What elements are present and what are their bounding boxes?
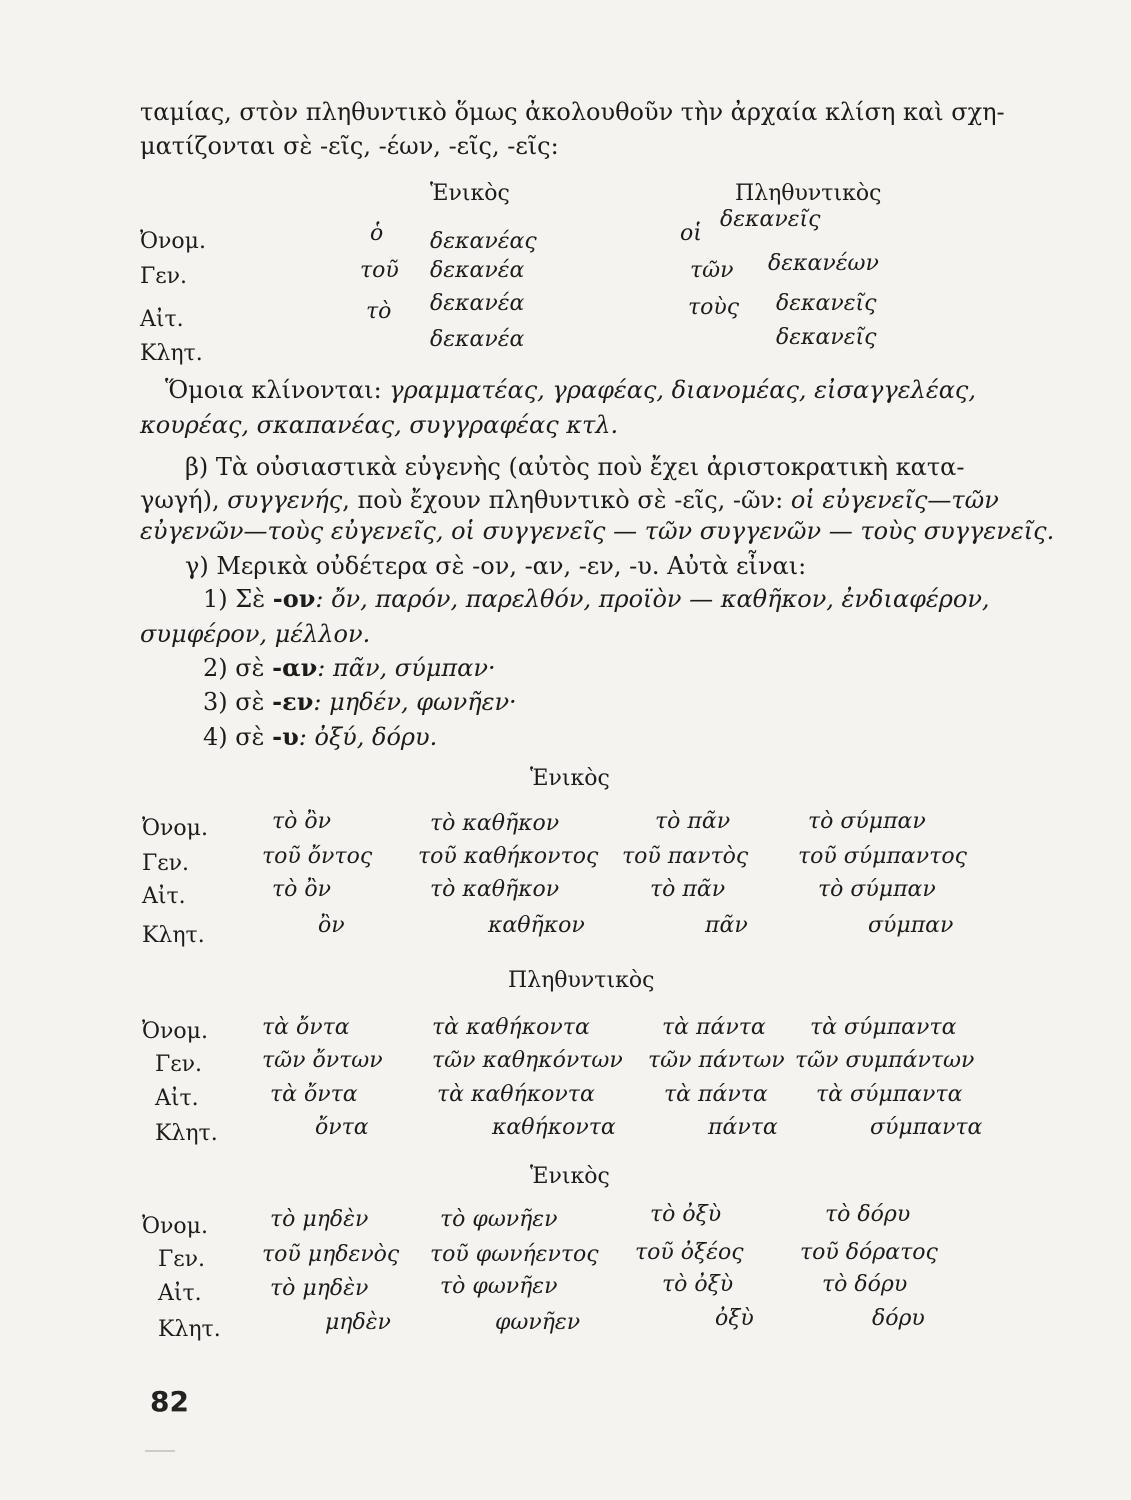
item-words: : ὄν, παρόν, παρελθόν, προϊὸν — καθῆκον, ἐνδιαφέρον, <box>315 585 990 613</box>
col2-form: τὸ καθῆκον <box>430 811 560 836</box>
col1-form: τὸ ὂν <box>272 809 332 834</box>
col4-form: σύμπαντα <box>870 1115 983 1140</box>
col1-form: μηδὲν <box>325 1310 391 1335</box>
gamma-item-1-cont: συμφέρον, μέλλον. <box>140 620 371 648</box>
col1-form: ὂν <box>318 913 345 938</box>
case-label: Ὀνομ. <box>140 229 206 254</box>
col2-form: καθήκοντα <box>492 1115 616 1140</box>
col3-form: πᾶν <box>705 913 748 938</box>
case-label: Κλητ. <box>158 1317 221 1342</box>
form-singular: δεκανέα <box>430 327 525 352</box>
col2-form: καθῆκον <box>488 913 585 938</box>
col3-form: τὸ πᾶν <box>650 877 726 902</box>
form-singular: δεκανέα <box>430 258 525 283</box>
col2-form: τοῦ καθήκοντος <box>418 844 599 869</box>
table1-head-plural: Πληθυντικὸς <box>735 181 882 206</box>
form-singular: δεκανέας <box>430 229 537 254</box>
gamma-item-3 <box>203 687 517 717</box>
col4-form: τῶν συμπάντων <box>795 1048 975 1073</box>
case-label: Κλητ. <box>155 1121 218 1146</box>
col2-form: τὸ φωνῆεν <box>440 1207 558 1232</box>
case-label: Ὀνομ. <box>142 1019 208 1044</box>
item-num: 1) Σὲ <box>203 585 266 613</box>
col3-form: τὰ πάντα <box>664 1082 768 1107</box>
similar-line-1 <box>165 375 976 405</box>
col3-form: τοῦ παντὸς <box>622 844 749 869</box>
col4-form: τὰ σύμπαντα <box>816 1082 963 1107</box>
gamma-line: γ) Μερικὰ οὐδέτερα σὲ -ον, -αν, -εν, -υ. Αὐτὰ εἶναι: <box>185 552 807 580</box>
article-plural: τῶν <box>690 258 734 283</box>
gamma-item-1 <box>203 584 990 614</box>
beta-text-a: γωγή), <box>140 486 228 514</box>
col2-form: τὸ φωνῆεν <box>440 1274 558 1299</box>
col3-form: πάντα <box>708 1115 778 1140</box>
beta-line-2 <box>140 485 999 515</box>
form-plural: δεκανεῖς <box>720 207 821 232</box>
article-singular: τοῦ <box>360 258 399 283</box>
scan-mark <box>145 1450 175 1452</box>
col2-form: τὰ καθήκοντα <box>432 1015 590 1040</box>
col3-form: τὸ ὀξὺ <box>650 1202 722 1227</box>
item-ending: -ον <box>272 584 316 613</box>
case-label: Γεν. <box>158 1247 206 1272</box>
col2-form: τὰ καθήκοντα <box>437 1082 595 1107</box>
beta-line-3: εὐγενῶν—τοὺς εὐγενεῖς, οἱ συγγενεῖς — τῶν συγγενῶν — τοὺς συγγενεῖς. <box>140 517 1055 545</box>
item-words: : μηδέν, φωνῆεν· <box>313 688 517 716</box>
similar-line-2: κουρέας, σκαπανέας, συγγραφέας κτλ. <box>140 411 619 439</box>
col3-form: ὀξὺ <box>715 1306 754 1331</box>
case-label: Γεν. <box>140 264 188 289</box>
col4-form: τὸ δόρυ <box>822 1272 908 1297</box>
item-num: 3) σὲ <box>203 688 265 716</box>
col1-form: τῶν ὄντων <box>262 1048 383 1073</box>
case-label: Ὀνομ. <box>142 1214 208 1239</box>
col2-form: τοῦ φωνήεντος <box>430 1242 599 1267</box>
item-ending: -εν <box>272 687 314 716</box>
gamma-item-4 <box>203 722 437 752</box>
col4-form: τὸ δόρυ <box>825 1202 911 1227</box>
col4-form: τὸ σύμπαν <box>808 809 926 834</box>
col4-form: τοῦ δόρατος <box>800 1240 938 1265</box>
article-singular: τὸ <box>366 299 392 324</box>
item-ending: -υ <box>272 722 299 751</box>
col1-form: τὰ ὄντα <box>270 1082 358 1107</box>
beta-text-c: , ποὺ ἔχουν πληθυντικὸ σὲ -εῖς, -ῶν: <box>342 486 791 514</box>
col1-form: ὄντα <box>315 1115 369 1140</box>
col3-form: τῶν πάντων <box>648 1048 785 1073</box>
page-number: 82 <box>150 1385 189 1418</box>
case-label: Κλητ. <box>140 341 203 366</box>
table1-head-singular: Ἑνικὸς <box>430 181 510 206</box>
col4-form: τοῦ σύμπαντος <box>798 844 967 869</box>
article-plural: τοὺς <box>688 295 740 320</box>
case-label: Γεν. <box>142 851 190 876</box>
table3-head-singular: Ἑνικὸς <box>530 1164 610 1189</box>
col3-form: τὸ πᾶν <box>655 809 731 834</box>
col1-form: τὸ ὂν <box>272 877 332 902</box>
col1-form: τοῦ ὄντος <box>262 844 373 869</box>
beta-text-d: οἱ εὐγενεῖς—τῶν <box>790 486 999 514</box>
form-plural: δεκανέων <box>768 251 879 276</box>
form-plural: δεκανεῖς <box>776 325 877 350</box>
col1-form: τὸ μηδὲν <box>270 1276 369 1301</box>
item-num: 2) σὲ <box>203 654 265 682</box>
item-num: 4) σὲ <box>203 723 265 751</box>
table2-head-singular: Ἑνικὸς <box>530 766 610 791</box>
case-label: Γεν. <box>155 1052 203 1077</box>
col2-form: φωνῆεν <box>495 1310 581 1335</box>
col2-form: τῶν καθηκόντων <box>432 1048 623 1073</box>
article-plural: οἱ <box>680 221 702 246</box>
col4-form: δόρυ <box>872 1306 925 1331</box>
form-singular: δεκανέα <box>430 291 525 316</box>
table2-head-plural: Πληθυντικὸς <box>508 968 655 993</box>
beta-text-b: συγγενής <box>227 486 343 514</box>
intro-line-1: ταμίας, στὸν πληθυντικὸ ὅμως ἀκολουθοῦν τὴν ἀρχαία κλίση καὶ σχη- <box>140 98 1005 126</box>
col1-form: τοῦ μηδενὸς <box>262 1242 400 1267</box>
article-singular: ὁ <box>370 221 384 246</box>
col1-form: τὸ μηδὲν <box>270 1207 369 1232</box>
col1-form: τὰ ὄντα <box>262 1015 350 1040</box>
intro-line-2: ματίζονται σὲ -εῖς, -έων, -εῖς, -εῖς: <box>140 132 559 160</box>
beta-line-1: β) Τὰ οὐσιαστικὰ εὐγενὴς (αὐτὸς ποὺ ἔχει ἀριστοκρατικὴ κατα- <box>185 453 965 481</box>
col2-form: τὸ καθῆκον <box>430 877 560 902</box>
col3-form: τοῦ ὀξέος <box>635 1240 744 1265</box>
col4-form: σύμπαν <box>868 913 954 938</box>
gamma-item-2 <box>203 653 496 683</box>
case-label: Αἰτ. <box>142 884 186 909</box>
similar-words: γραμματέας, γραφέας, διανομέας, εἰσαγγελέας, <box>389 376 976 404</box>
similar-lead: Ὅμοια κλίνονται: <box>165 376 382 404</box>
case-label: Αἰτ. <box>140 307 184 332</box>
form-plural: δεκανεῖς <box>776 291 877 316</box>
case-label: Κλητ. <box>142 923 205 948</box>
col3-form: τὸ ὀξὺ <box>662 1272 734 1297</box>
case-label: Αἰτ. <box>155 1086 199 1111</box>
case-label: Αἰτ. <box>158 1281 202 1306</box>
item-words: : ὀξύ, δόρυ. <box>298 723 438 751</box>
col4-form: τὰ σύμπαντα <box>810 1015 957 1040</box>
case-label: Ὀνομ. <box>142 816 208 841</box>
col4-form: τὸ σύμπαν <box>818 877 936 902</box>
col3-form: τὰ πάντα <box>662 1015 766 1040</box>
item-words: : πᾶν, σύμπαν· <box>317 654 496 682</box>
item-ending: -αν <box>272 653 318 682</box>
